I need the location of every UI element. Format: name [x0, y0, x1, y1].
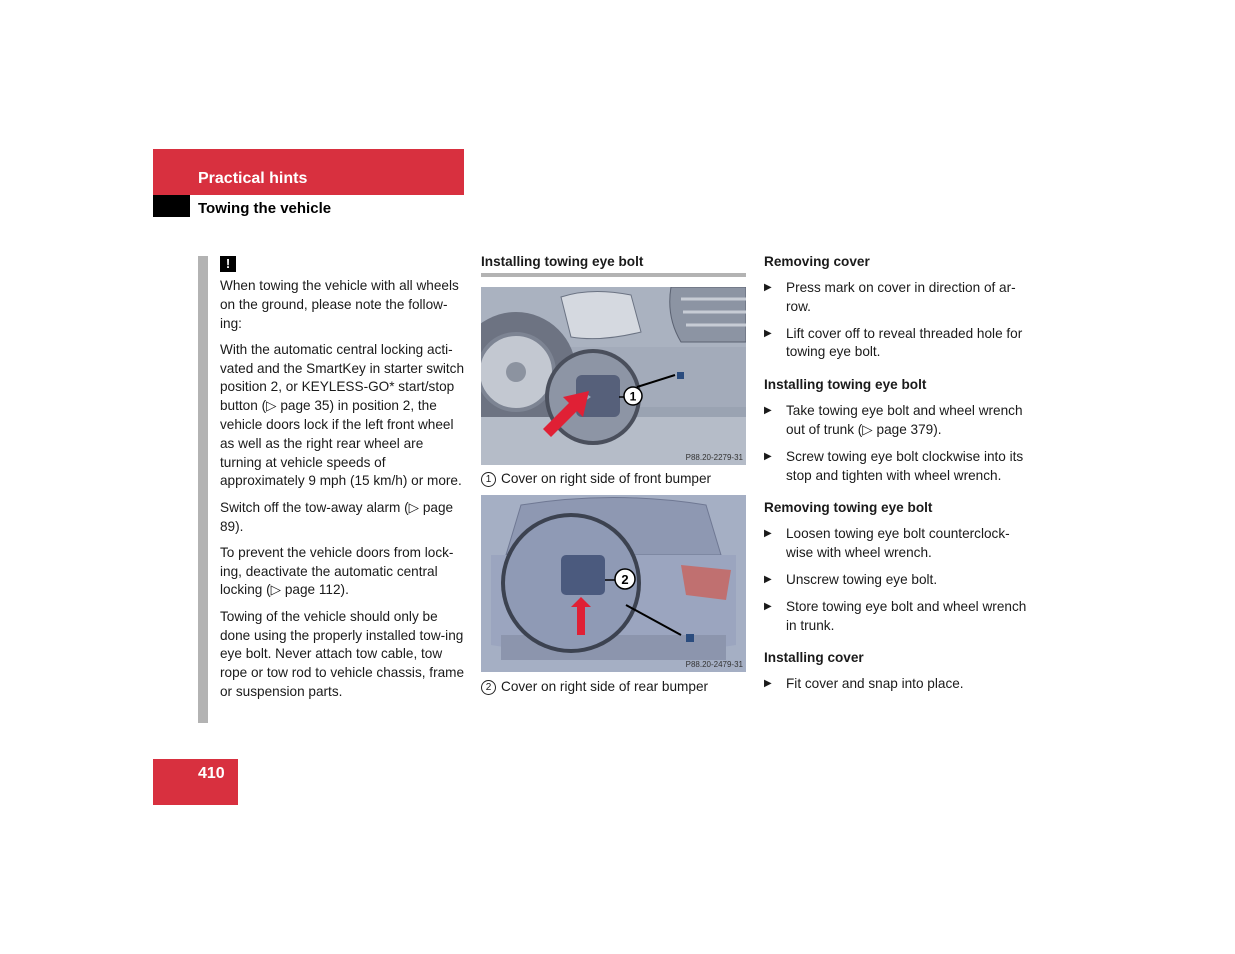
removing-bolt-steps — [764, 525, 1034, 635]
heading-rule — [481, 273, 746, 277]
warning-bar — [198, 256, 208, 723]
rear-bumper-image — [481, 495, 746, 672]
instructions-column — [764, 253, 1034, 708]
installing-bolt-steps — [764, 402, 1034, 485]
warning-paragraph: To prevent the vehicle doors from lock-ing, deactivate the automatic central locking (▷ page 112). — [220, 544, 454, 598]
page-number-box — [153, 759, 238, 805]
svg-text:2: 2 — [621, 572, 629, 587]
section-header — [153, 149, 464, 195]
removing-cover-steps — [764, 279, 1034, 362]
warning-paragraph: Towing of the vehicle should only be done using the properly installed tow-ing eye bolt. Never attach tow cable, tow rope or tow rod to vehicle chassis, frame or suspension parts. — [220, 608, 465, 699]
warning-paragraph: Switch off the tow-away alarm (▷ page 89). — [220, 499, 454, 534]
section-title: Practical hints — [198, 170, 308, 187]
callout-number-icon: 1 — [481, 472, 496, 487]
step-item: ▶ Screw towing eye bolt clockwise into its stop and tighten with wheel wrench. — [764, 448, 1024, 483]
svg-text:P88.20-2279-31: P88.20-2279-31 — [685, 453, 743, 462]
svg-text:1: 1 — [629, 389, 637, 404]
triangle-bullet-icon: ▶ — [764, 678, 772, 690]
page-number: 410 — [198, 765, 225, 782]
front-bumper-image — [481, 287, 746, 465]
warning-icon: ! — [220, 256, 236, 272]
triangle-bullet-icon: ▶ — [764, 282, 772, 293]
installing-cover-steps — [764, 675, 1034, 694]
triangle-bullet-icon: ▶ — [764, 327, 772, 339]
triangle-bullet-icon: ▶ — [764, 573, 772, 585]
installing-bolt-heading: Installing towing eye bolt — [764, 377, 927, 393]
figures-column — [481, 253, 746, 694]
triangle-bullet-icon: ▶ — [764, 600, 772, 612]
step-item: ▶ Lift cover off to reveal threaded hole for towing eye bolt. — [764, 325, 1023, 360]
step-item: ▶ Press mark on cover in direction of ar-row. — [764, 280, 1016, 314]
warning-text — [220, 277, 466, 709]
warning-paragraph: When towing the vehicle with all wheels on the ground, please note the follow-ing: — [220, 278, 459, 331]
front-figure-caption: 1 Cover on right side of front bumper — [481, 470, 711, 488]
installing-cover-heading: Installing cover — [764, 650, 864, 666]
rear-figure-caption: 2 Cover on right side of rear bumper — [481, 678, 708, 696]
step-item: ▶ Take towing eye bolt and wheel wrench out of trunk (▷ page 379). — [764, 403, 1023, 437]
callout-number-icon: 2 — [481, 680, 496, 695]
warning-paragraph: With the automatic central locking acti-vated and the SmartKey in starter switch position 2, or KEYLESS-GO* start/stop button (▷ page 35) in position 2, the vehicle doors lock if the left front wheel as well as the right rear wheel are turning at vehicle speeds of approximately 9 mph (15 km/h) or more. — [220, 341, 465, 489]
removing-cover-heading: Removing cover — [764, 254, 870, 269]
triangle-bullet-icon: ▶ — [764, 450, 772, 462]
step-item: ▶ Store towing eye bolt and wheel wrench in trunk. — [764, 598, 1027, 633]
subsection-marker — [153, 195, 190, 217]
triangle-bullet-icon: ▶ — [764, 405, 772, 417]
removing-bolt-heading: Removing towing eye bolt — [764, 500, 933, 516]
subsection-title: Towing the vehicle — [198, 200, 332, 217]
svg-text:P88.20-2479-31: P88.20-2479-31 — [685, 660, 743, 669]
figures-heading: Installing towing eye bolt — [481, 254, 644, 269]
step-item: ▶ Fit cover and snap into place. — [764, 675, 1034, 694]
step-item: ▶ Loosen towing eye bolt counterclock-wise with wheel wrench. — [764, 526, 1010, 561]
step-item: ▶ Unscrew towing eye bolt. — [764, 571, 1034, 590]
triangle-bullet-icon: ▶ — [764, 528, 772, 540]
